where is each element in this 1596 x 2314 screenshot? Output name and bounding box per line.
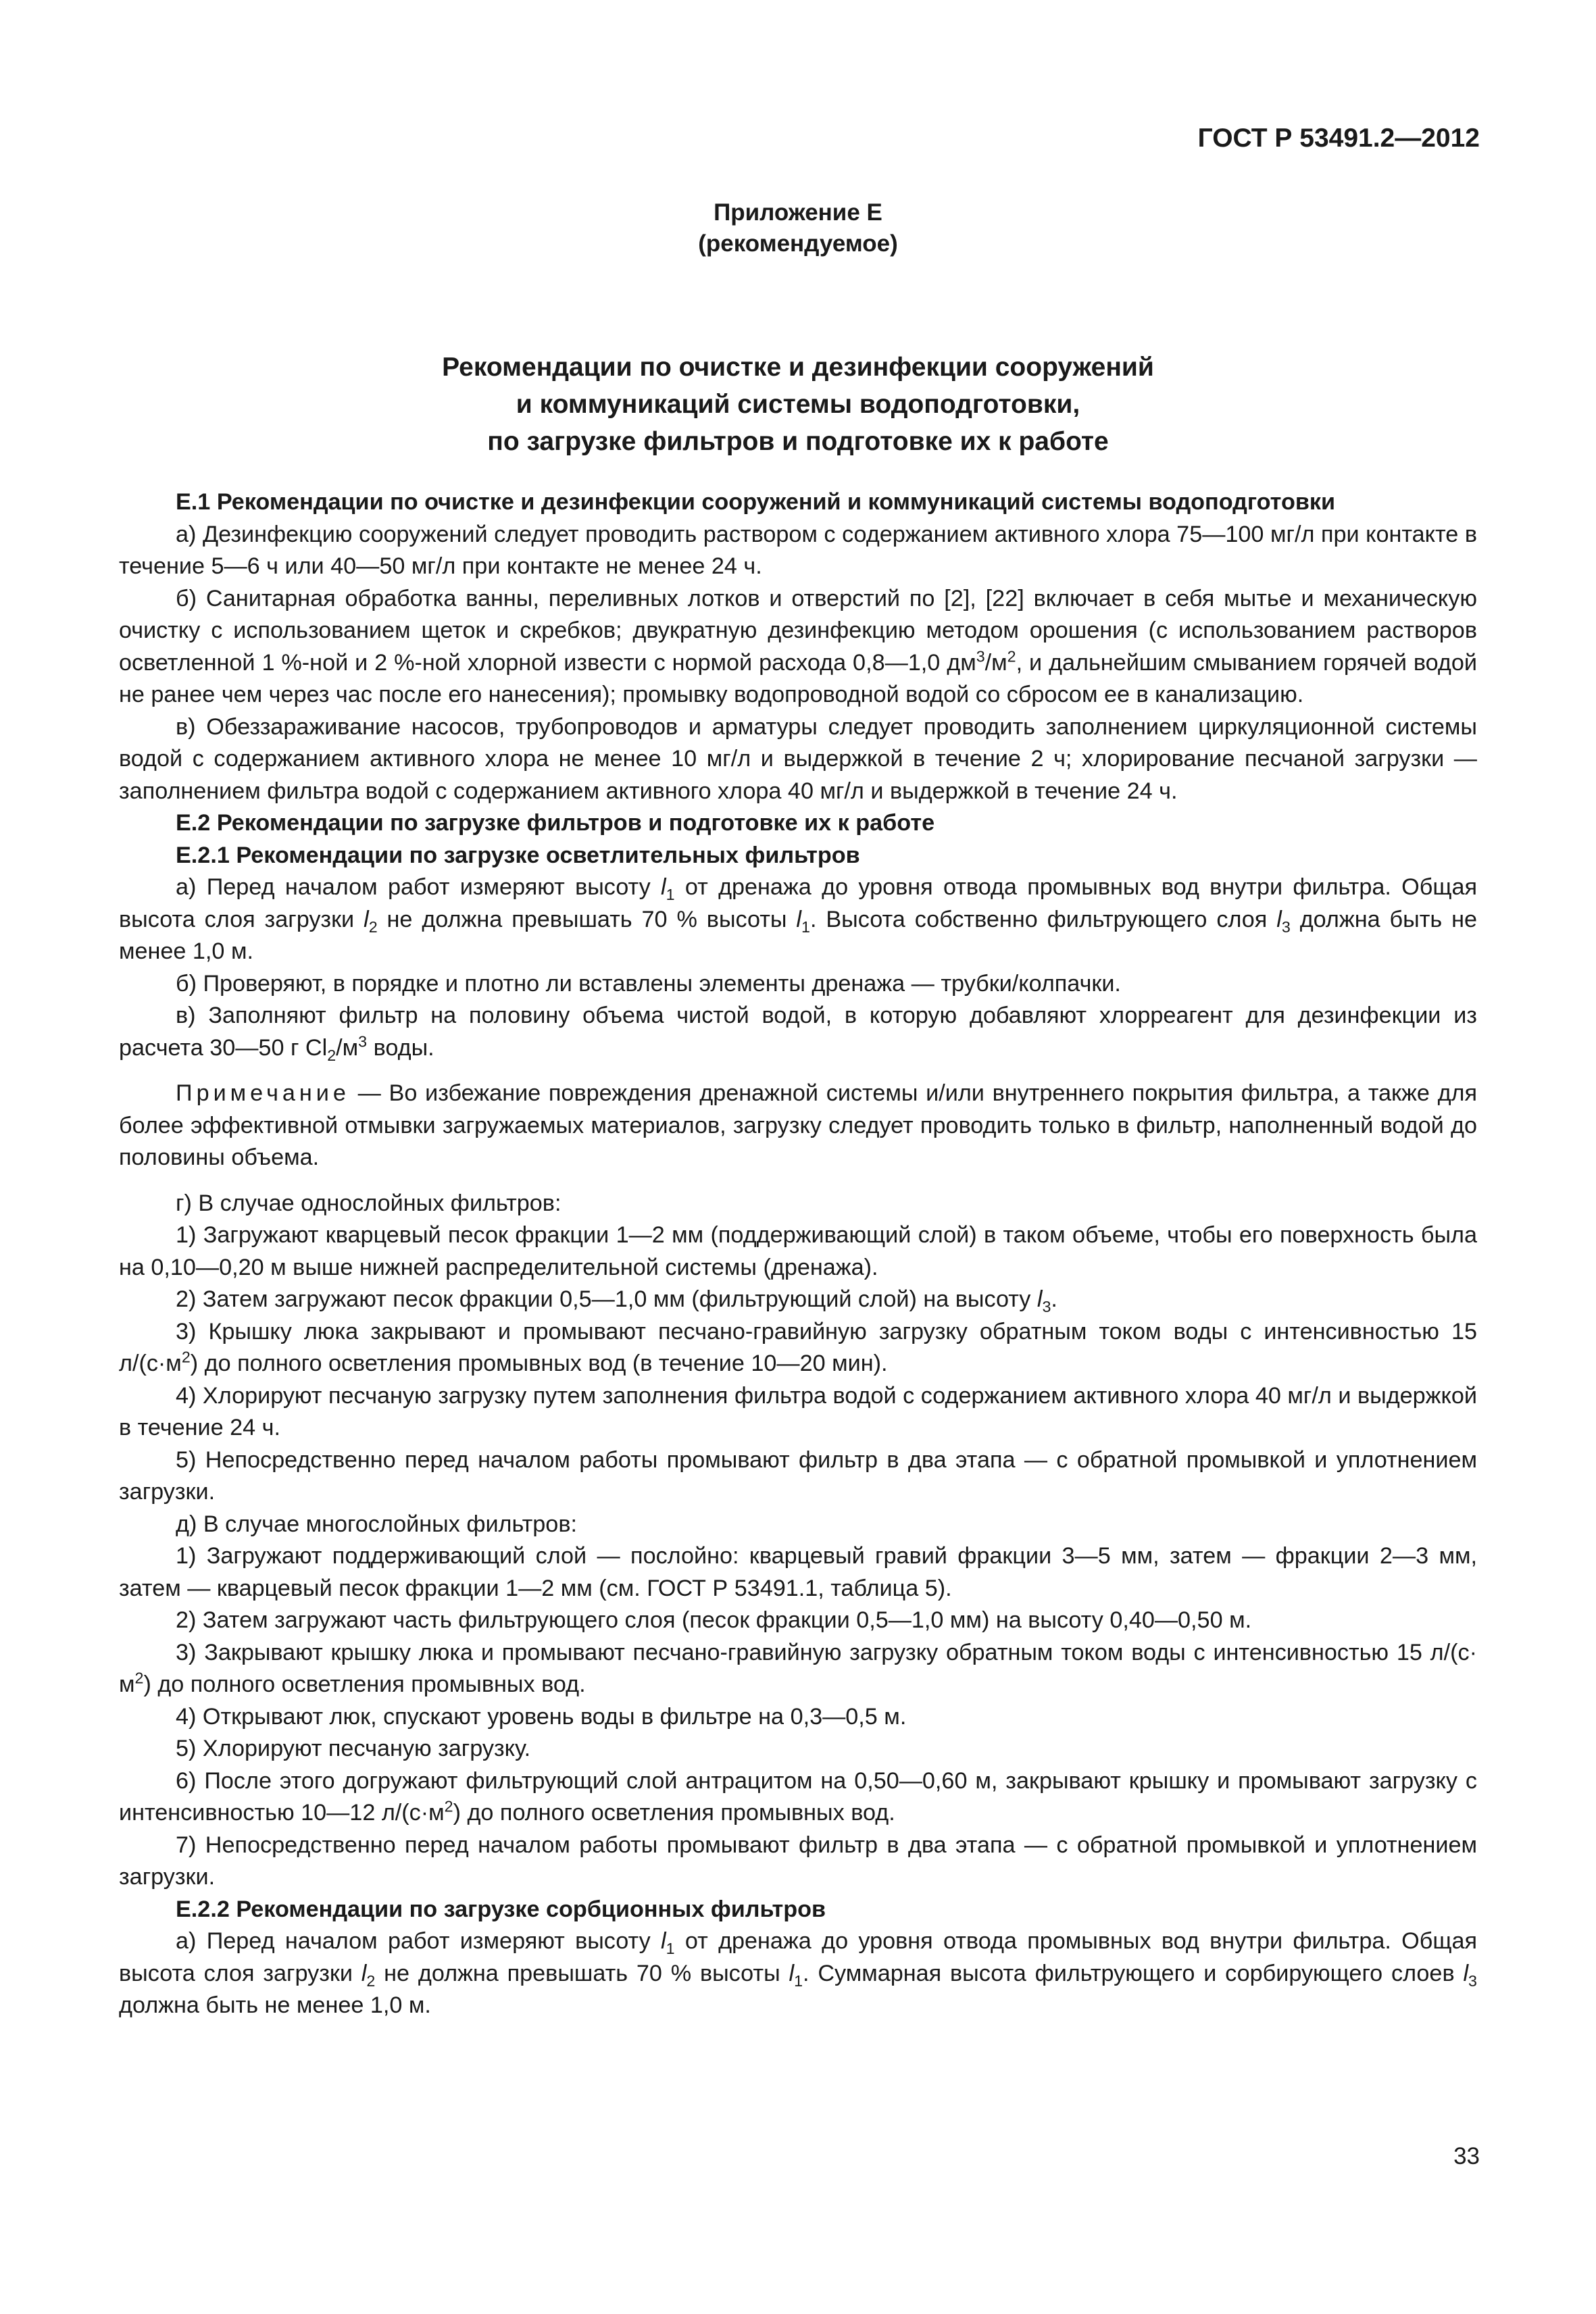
superscript: 2 [134,1669,144,1687]
note-text: — Во избежание повреждения дренажной системы и/или внутреннего покрытия фильтра, а также для более эффективной отмывки загружаемых материалов, загрузку следует проводить только в фильтр, наполненный водой до половины объема. [119,1080,1477,1170]
symbol-l: l [789,1960,795,1986]
paragraph-e21-b: б) Проверяют, в порядке и плотно ли вставлены элементы дренажа — трубки/колпачки. [176,970,1121,997]
text-run: воды. [367,1034,434,1061]
text-run: ) до полного осветления промывных вод. [143,1671,586,1697]
paragraph-e21-a [119,872,1477,968]
page-number: 33 [1453,2143,1480,2169]
superscript: 2 [181,1348,191,1366]
symbol-l: l [361,1960,367,1986]
symbol-l: l [364,906,369,932]
section-e2-heading: Е.2 Рекомендации по загрузке фильтров и подготовке их к работе [176,810,935,836]
text-run: 3) Закрывают крышку люка и промывают песчано-гравийную загрузку обратным током воды с интенсивностью 15 л/(с· м [119,1639,1477,1697]
text-run: ) до полного осветления промывных вод (в течение 10—20 мин). [190,1351,888,1376]
paragraph-g-intro: г) В случае однослойных фильтров: [176,1190,562,1216]
paragraph-e1-c: в) Обеззараживание насосов, трубопроводов и арматуры следует проводить заполнением циркуляционной системы водой с содержанием активного хлора не менее 10 мг/л и выдержкой в течение 2 ч; хлорирование песчаной загрузки — заполнением фильтра водой с содержанием активного хлора 40 мг/л и выдержкой в течение 24 ч. [119,713,1477,804]
superscript: 2 [444,1797,453,1815]
symbol-l: l [1037,1286,1043,1312]
symbol-l: l [1463,1960,1469,1986]
appendix-title: Приложение Е [714,199,882,226]
subscript: 3 [1468,1971,1477,1990]
superscript: 3 [976,647,985,665]
text-run: а) Перед началом работ измеряют высоту [176,1928,661,1954]
title-line-1: Рекомендации по очистке и дезинфекции сооружений [442,353,1154,382]
subscript: 1 [794,1971,803,1990]
text-run: в) Заполняют фильтр на половину объема чистой водой, в которую добавляют хлорреагент для дезинфекции из расчета 30—50 г Cl [119,1003,1477,1061]
text-run: /м [984,649,1007,676]
title-line-3: по загрузке фильтров и подготовке их к работе [487,427,1109,456]
text-run: ) до полного осветления промывных вод. [453,1800,895,1826]
list-item-d1: 1) Загружают поддерживающий слой — послойно: кварцевый гравий фракции 3—5 мм, затем — фракции 2—3 мм, затем — кварцевый песок фракции 1—2 мм (см. ГОСТ Р 53491.1, таблица 5). [119,1543,1477,1601]
subscript: 1 [666,885,675,903]
section-e1-heading: Е.1 Рекомендации по очистке и дезинфекции сооружений и коммуникаций системы водоподготовки [176,489,1335,515]
symbol-l: l [796,906,802,932]
list-item-d7: 7) Непосредственно перед началом работы промывают фильтр в два этапа — с обратной промывкой и уплотнением загрузки. [119,1832,1477,1890]
subscript: 1 [666,1939,675,1957]
appendix-status: (рекомендуемое) [698,230,898,257]
paragraph-d-intro: д) В случае многослойных фильтров: [176,1511,577,1537]
superscript: 3 [358,1032,368,1051]
text-run: должна быть не менее 1,0 м. [119,906,1477,964]
superscript: 2 [1007,647,1016,665]
symbol-l: l [660,1928,666,1954]
list-item-g1: 1) Загружают кварцевый песок фракции 1—2 мм (поддерживающий слой) в таком объеме, чтобы его поверхность была на 0,10—0,20 м выше нижней распределительной системы (дренажа). [119,1222,1477,1280]
document-title [0,349,1596,460]
paragraph-e22-a [119,1926,1477,2022]
text-run: должна быть не менее 1,0 м. [119,1992,431,2018]
text-run: /м [336,1034,359,1061]
standard-number: ГОСТ Р 53491.2—2012 [1197,124,1480,153]
paragraph-e21-c [119,1000,1477,1064]
text-run: . Высота собственно фильтрующего слоя [809,906,1277,932]
section-e22-heading: Е.2.2 Рекомендации по загрузке сорбционных фильтров [176,1896,826,1922]
text-run: от дренажа до уровня отвода промывных вод внутри фильтра. Общая высота слоя загрузки [119,874,1477,932]
list-item-d6 [119,1765,1477,1830]
paragraph-e1-a: а) Дезинфекцию сооружений следует проводить раствором с содержанием активного хлора 75—100 мг/л при контакте в течение 5—6 ч или 40—50 мг/л при контакте не менее 24 ч. [119,521,1477,579]
section-e21-heading: Е.2.1 Рекомендации по загрузке осветлительных фильтров [176,842,860,868]
text-run: , и дальнейшим смыванием горячей водой не ранее чем через час после его нанесения); промывку водопроводной водой со сбросом ее в канализацию. [119,649,1477,707]
text-run: не должна превышать 70 % высоты [377,906,797,932]
subscript: 2 [327,1046,336,1064]
text-run: . [1051,1286,1057,1312]
subscript: 2 [366,1971,376,1990]
symbol-l: l [1276,906,1282,932]
text-run: б) Санитарная обработка ванны, переливных лотков и отверстий по [2], [22] включает в себя мытье и механическую очистку с использованием щеток и скребков; двукратную дезинфекцию методом орошения (с использованием растворов осветленной 1 %-ной и 2 %-ной хлорной извести с нормой расхода 0,8—1,0 дм [119,585,1477,676]
list-item-d4: 4) Открывают люк, спускают уровень воды в фильтре на 0,3—0,5 м. [176,1703,907,1730]
paragraph-e1-b [119,583,1477,711]
list-item-g4: 4) Хлорируют песчаную загрузку путем заполнения фильтра водой с содержанием активного хлора 40 мг/л и выдержкой в течение 24 ч. [119,1382,1477,1440]
list-item-d5: 5) Хлорируют песчаную загрузку. [176,1736,531,1761]
subscript: 2 [368,917,378,936]
text-run: 2) Затем загружают песок фракции 0,5—1,0 мм (фильтрующий слой) на высоту [176,1286,1037,1312]
subscript: 3 [1042,1297,1051,1315]
note-label: Примечание [176,1080,350,1106]
list-item-g5: 5) Непосредственно перед началом работы промывают фильтр в два этапа — с обратной промывкой и уплотнением загрузки. [119,1447,1477,1505]
text-run: 3) Крышку люка закрывают и промывают песчано-гравийную загрузку обратным током воды с интенсивностью 15 л/(с·м [119,1318,1477,1376]
text-run: не должна превышать 70 % высоты [375,1960,789,1986]
list-item-g2 [119,1284,1477,1316]
title-line-2: и коммуникаций системы водоподготовки, [516,390,1080,419]
list-item-d2: 2) Затем загружают часть фильтрующего слоя (песок фракции 0,5—1,0 мм) на высоту 0,40—0,50 м. [176,1607,1252,1633]
text-run: от дренажа до уровня отвода промывных вод внутри фильтра. Общая высота слоя загрузки [119,1928,1477,1986]
subscript: 3 [1281,917,1291,936]
document-body [119,486,1477,2022]
subscript: 1 [801,917,810,936]
list-item-g3 [119,1316,1477,1380]
appendix-heading [0,197,1596,259]
note [119,1078,1477,1174]
symbol-l: l [660,874,666,900]
text-run: . Суммарная высота фильтрующего и сорбирующего слоев [803,1960,1464,1986]
text-run: 6) После этого догружают фильтрующий слой антрацитом на 0,50—0,60 м, закрывают крышку и промывают загрузку с интенсивностью 10—12 л/(с·м [119,1767,1477,1826]
list-item-d3 [119,1637,1477,1701]
text-run: а) Перед началом работ измеряют высоту [176,874,661,900]
